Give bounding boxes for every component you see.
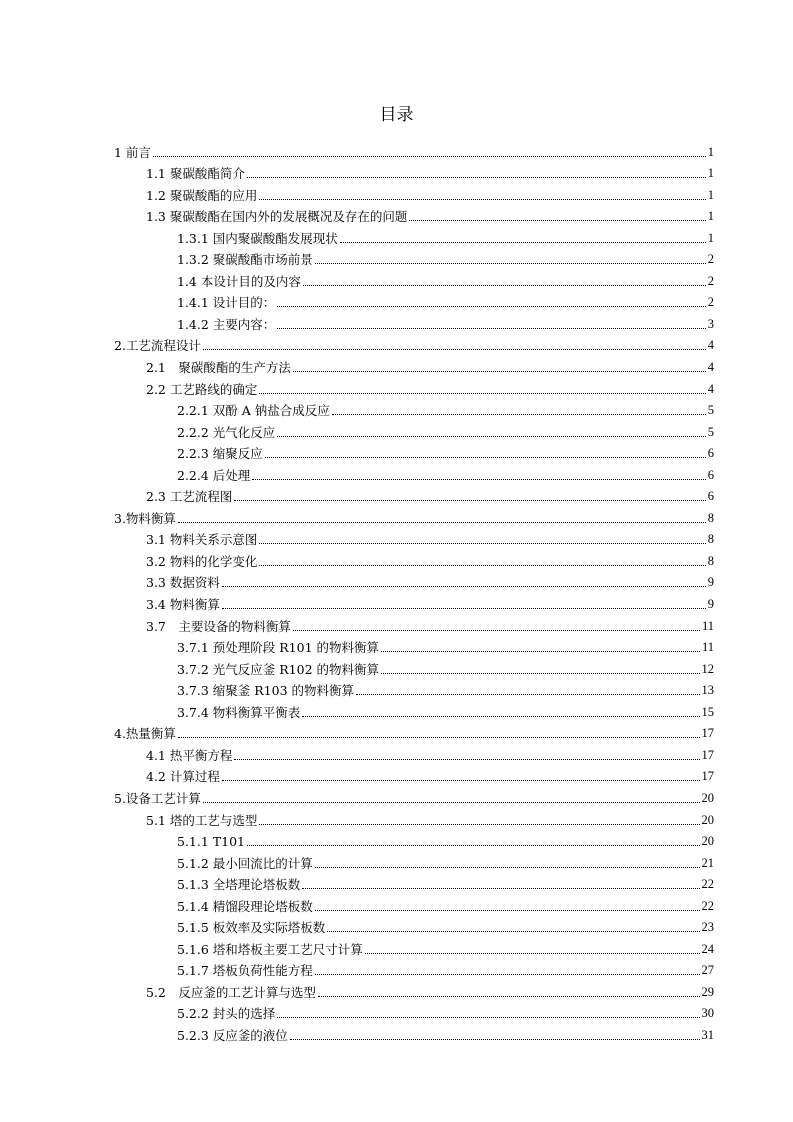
toc-dot-leader <box>259 199 705 200</box>
toc-entry[interactable] <box>114 698 714 720</box>
toc-entry-page-number: 1 <box>707 166 714 181</box>
toc-dot-leader <box>277 306 705 307</box>
toc-entry[interactable] <box>114 181 714 203</box>
toc-entry[interactable] <box>114 224 714 246</box>
toc-entry-page-number: 11 <box>701 640 714 655</box>
toc-entry-label: 1 前言 <box>114 144 151 160</box>
toc-entry-label: 1.3.1 国内聚碳酸酯发展现状 <box>177 230 338 246</box>
toc-entry-page-number: 4 <box>707 338 714 353</box>
toc-entry-page-number: 12 <box>701 661 714 676</box>
toc-entry[interactable] <box>114 784 714 806</box>
toc-entry-label: 3.7 主要设备的物料衡算 <box>146 618 291 634</box>
toc-entry[interactable] <box>114 267 714 289</box>
toc-entry-page-number: 24 <box>701 941 714 956</box>
toc-entry-page-number: 22 <box>701 898 714 913</box>
toc-dot-leader <box>277 436 705 437</box>
toc-dot-leader <box>365 953 700 954</box>
toc-entry-page-number: 9 <box>707 575 714 590</box>
toc-entry[interactable] <box>114 849 714 871</box>
toc-entry[interactable] <box>114 203 714 225</box>
toc-entry-label: 3.7.4 物料衡算平衡表 <box>177 704 301 720</box>
toc-entry-label: 2.2.3 缩聚反应 <box>177 446 263 462</box>
toc-entry-page-number: 31 <box>701 1027 714 1042</box>
toc-entry-page-number: 17 <box>701 726 714 741</box>
toc-dot-leader <box>318 996 700 997</box>
toc-entry-label: 3.4 物料衡算 <box>146 597 220 613</box>
toc-entry-page-number: 22 <box>701 877 714 892</box>
toc-entry[interactable] <box>114 1000 714 1022</box>
toc-dot-leader <box>259 565 705 566</box>
toc-dot-leader <box>327 931 699 932</box>
toc-dot-leader <box>222 608 706 609</box>
toc-entry[interactable] <box>114 160 714 182</box>
toc-dot-leader <box>234 759 699 760</box>
toc-entry-page-number: 2 <box>707 295 714 310</box>
toc-entry-label: 5.1.4 精馏段理论塔板数 <box>177 898 313 914</box>
toc-entry-label: 5.设备工艺计算 <box>114 790 201 806</box>
toc-entry-page-number: 21 <box>701 855 714 870</box>
toc-entry-page-number: 11 <box>701 618 714 633</box>
toc-entry[interactable] <box>114 892 714 914</box>
toc-entry-label: 2.2.1 双酚 A 钠盐合成反应 <box>177 403 330 419</box>
toc-entry-page-number: 17 <box>701 769 714 784</box>
toc-entry[interactable] <box>114 763 714 785</box>
toc-entry-label: 1.4 本设计目的及内容 <box>177 273 301 289</box>
toc-dot-leader <box>222 586 706 587</box>
toc-dot-leader <box>356 694 700 695</box>
toc-entry-page-number: 23 <box>701 920 714 935</box>
toc-entry-label: 3.7.3 缩聚釜 R103 的物料衡算 <box>177 683 354 699</box>
toc-entry-page-number: 6 <box>707 489 714 504</box>
toc-dot-leader <box>290 1039 700 1040</box>
toc-entry-label: 1.3 聚碳酸酯在国内外的发展概况及存在的问题 <box>146 209 408 225</box>
toc-entry[interactable] <box>114 741 714 763</box>
toc-dot-leader <box>381 651 700 652</box>
toc-entry[interactable] <box>114 526 714 548</box>
toc-entry[interactable] <box>114 246 714 268</box>
toc-dot-leader <box>259 824 699 825</box>
toc-dot-leader <box>234 500 705 501</box>
toc-dot-leader <box>409 220 705 221</box>
toc-entry-label: 3.7.1 预处理阶段 R101 的物料衡算 <box>177 640 379 656</box>
toc-dot-leader <box>315 974 700 975</box>
toc-entry[interactable] <box>114 353 714 375</box>
toc-entry-page-number: 13 <box>701 683 714 698</box>
toc-entry-page-number: 5 <box>707 424 714 439</box>
toc-entry-page-number: 4 <box>707 360 714 375</box>
toc-entry-label: 2.2 工艺路线的确定 <box>146 381 258 397</box>
toc-entry[interactable] <box>114 461 714 483</box>
toc-entry[interactable] <box>114 418 714 440</box>
toc-entry-label: 5.1.5 板效率及实际塔板数 <box>177 920 326 936</box>
toc-entry[interactable] <box>114 375 714 397</box>
toc-entry[interactable] <box>114 612 714 634</box>
toc-entry-page-number: 29 <box>701 984 714 999</box>
toc-entry-page-number: 1 <box>707 187 714 202</box>
toc-entry-page-number: 2 <box>707 252 714 267</box>
toc-entry-page-number: 15 <box>701 704 714 719</box>
toc-entry-page-number: 5 <box>707 403 714 418</box>
toc-dot-leader <box>259 393 705 394</box>
toc-entry-label: 2.1 聚碳酸酯的生产方法 <box>146 360 291 376</box>
toc-dot-leader <box>203 802 700 803</box>
toc-entry[interactable] <box>114 483 714 505</box>
toc-entry-label: 1.1 聚碳酸酯简介 <box>146 166 245 182</box>
toc-dot-leader <box>303 285 706 286</box>
toc-entry-label: 3.物料衡算 <box>114 510 176 526</box>
toc-entry-label: 5.1.2 最小回流比的计算 <box>177 855 313 871</box>
toc-entry[interactable] <box>114 720 714 742</box>
toc-entry-page-number: 17 <box>701 747 714 762</box>
toc-entry[interactable] <box>114 806 714 828</box>
toc-entry-page-number: 20 <box>701 812 714 827</box>
toc-entry[interactable] <box>114 138 714 160</box>
toc-entry-label: 4.1 热平衡方程 <box>146 747 233 763</box>
toc-entry[interactable] <box>114 978 714 1000</box>
toc-entry-label: 3.7.2 光气反应釜 R102 的物料衡算 <box>177 661 379 677</box>
toc-dot-leader <box>315 867 700 868</box>
toc-dot-leader <box>302 888 699 889</box>
toc-entry[interactable] <box>114 914 714 936</box>
toc-entry-label: 4.2 计算过程 <box>146 769 220 785</box>
toc-entry-label: 2.2.4 后处理 <box>177 467 251 483</box>
toc-entry-label: 2.工艺流程设计 <box>114 338 201 354</box>
toc-dot-leader <box>178 737 700 738</box>
toc-entry[interactable] <box>114 935 714 957</box>
toc-dot-leader <box>178 522 706 523</box>
toc-dot-leader <box>340 242 706 243</box>
toc-entry-label: 3.1 物料关系示意图 <box>146 532 258 548</box>
toc-entry[interactable] <box>114 504 714 526</box>
toc-dot-leader <box>259 543 705 544</box>
toc-entry-page-number: 20 <box>701 790 714 805</box>
toc-entry-label: 5.2.3 反应釜的液位 <box>177 1027 288 1043</box>
toc-entry[interactable] <box>114 655 714 677</box>
toc-entry-label: 3.3 数据资料 <box>146 575 220 591</box>
toc-entry-label: 2.3 工艺流程图 <box>146 489 233 505</box>
toc-dot-leader <box>247 845 700 846</box>
toc-entry-page-number: 8 <box>707 532 714 547</box>
toc-entry-page-number: 27 <box>701 963 714 978</box>
toc-dot-leader <box>315 910 700 911</box>
toc-dot-leader <box>252 479 705 480</box>
toc-entry-page-number: 6 <box>707 446 714 461</box>
toc-entry-label: 5.1.3 全塔理论塔板数 <box>177 877 301 893</box>
toc-entry-page-number: 1 <box>707 209 714 224</box>
toc-entry[interactable] <box>114 677 714 699</box>
toc-entry-label: 4.热量衡算 <box>114 726 176 742</box>
toc-dot-leader <box>293 371 706 372</box>
toc-entry[interactable] <box>114 590 714 612</box>
toc-entry-page-number: 8 <box>707 510 714 525</box>
toc-dot-leader <box>247 177 706 178</box>
toc-title: 目录 <box>379 105 414 125</box>
toc-entry[interactable] <box>114 569 714 591</box>
toc-entry-label: 1.2 聚碳酸酯的应用 <box>146 187 258 203</box>
toc-entry-page-number: 2 <box>707 273 714 288</box>
toc-entry-label: 1.3.2 聚碳酸酯市场前景 <box>177 252 313 268</box>
toc-entry-label: 5.1.1 T101 <box>177 834 245 850</box>
toc-entry-page-number: 3 <box>707 316 714 331</box>
toc-entry[interactable] <box>114 634 714 656</box>
toc-dot-leader <box>302 716 699 717</box>
toc-dot-leader <box>332 414 706 415</box>
toc-entry[interactable] <box>114 1021 714 1043</box>
toc-entry-page-number: 1 <box>707 230 714 245</box>
toc-entry-label: 1.4.2 主要内容： <box>177 316 276 332</box>
toc-dot-leader <box>293 630 700 631</box>
table-of-contents <box>114 138 714 1043</box>
toc-entry[interactable] <box>114 957 714 979</box>
toc-entry-page-number: 4 <box>707 381 714 396</box>
toc-entry-page-number: 9 <box>707 597 714 612</box>
toc-entry-label: 5.1.7 塔板负荷性能方程 <box>177 963 313 979</box>
toc-entry[interactable] <box>114 828 714 850</box>
toc-entry-page-number: 8 <box>707 553 714 568</box>
toc-entry[interactable] <box>114 547 714 569</box>
toc-entry-page-number: 6 <box>707 467 714 482</box>
toc-entry-label: 5.2.2 封头的选择 <box>177 1006 276 1022</box>
toc-entry[interactable] <box>114 397 714 419</box>
toc-dot-leader <box>277 328 705 329</box>
toc-dot-leader <box>153 156 706 157</box>
toc-dot-leader <box>222 780 700 781</box>
toc-dot-leader <box>265 457 706 458</box>
toc-entry[interactable] <box>114 310 714 332</box>
toc-dot-leader <box>381 673 700 674</box>
toc-entry-page-number: 30 <box>701 1006 714 1021</box>
toc-entry[interactable] <box>114 871 714 893</box>
toc-entry-page-number: 1 <box>707 144 714 159</box>
toc-dot-leader <box>277 1017 699 1018</box>
toc-entry[interactable] <box>114 440 714 462</box>
toc-entry[interactable] <box>114 332 714 354</box>
toc-entry[interactable] <box>114 289 714 311</box>
toc-entry-label: 5.1.6 塔和塔板主要工艺尺寸计算 <box>177 941 363 957</box>
toc-entry-label: 2.2.2 光气化反应 <box>177 424 276 440</box>
toc-dot-leader <box>203 349 706 350</box>
toc-entry-label: 5.1 塔的工艺与选型 <box>146 812 258 828</box>
toc-entry-label: 5.2 反应釜的工艺计算与选型 <box>146 984 316 1000</box>
toc-entry-label: 1.4.1 设计目的： <box>177 295 276 311</box>
toc-entry-page-number: 20 <box>701 834 714 849</box>
toc-entry-label: 3.2 物料的化学变化 <box>146 553 258 569</box>
toc-dot-leader <box>315 263 706 264</box>
